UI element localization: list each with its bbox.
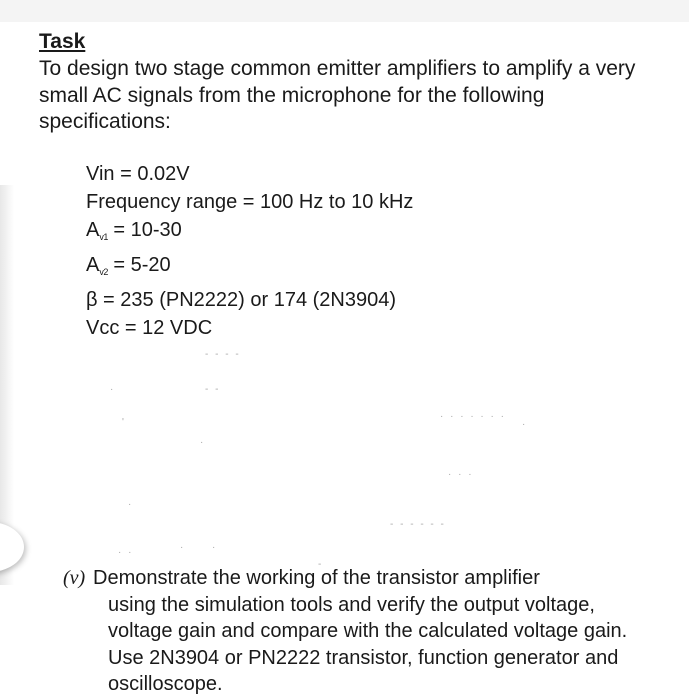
scan-artifact: · · · [448, 469, 474, 480]
av2-symbol: A [86, 254, 100, 276]
spec-vcc: Vcc = 12 VDC [86, 317, 213, 339]
scan-artifact: · [128, 499, 134, 510]
av1-symbol: A [86, 219, 100, 241]
scan-artifact: - - [205, 384, 221, 395]
scan-artifact: · [212, 542, 218, 553]
item-v-text: using the simulation tools and verify the output voltage, voltage gain and compare with the calculated voltage gain. Use 2N3904 or PN2222 transistor, function generator and oscilloscope. [108, 593, 628, 695]
av1-value: = 10-30 [107, 219, 182, 241]
spec-av2 [86, 251, 586, 286]
spec-beta: β = 235 (PN2222) or 174 (2N3904) [86, 289, 397, 311]
scan-artifact: · [110, 384, 116, 395]
specifications-list [86, 160, 586, 342]
item-v-first-line: Demonstrate the working of the transistor amplifier [93, 567, 540, 589]
scan-artifact: · · · · · · · [440, 411, 506, 422]
scan-artifact: - - - - - - [390, 519, 446, 530]
task-description: To design two stage common emitter amplifiers to amplify a very small AC signals from the microphone for the following specifications: [39, 57, 636, 133]
av2-value: = 5-20 [107, 254, 171, 276]
task-title: Task [39, 30, 86, 53]
scan-artifact: · [200, 437, 206, 448]
task-item-v [63, 565, 663, 698]
scan-artifact: · · [118, 547, 134, 558]
spec-frequency-range: Frequency range = 100 Hz to 10 kHz [86, 191, 414, 213]
item-marker-v: (v) [63, 567, 86, 589]
scan-artifact: · [522, 419, 528, 430]
scan-artifact: · [180, 542, 186, 553]
scan-artifact: - [318, 559, 324, 570]
av2-subscript: v2 [99, 267, 108, 277]
scan-artifact: ' [122, 417, 126, 428]
spec-av1 [86, 216, 586, 251]
spec-vin: Vin = 0.02V [86, 163, 190, 185]
scan-artifact: - - - - [205, 349, 241, 360]
page-corner-shadow [0, 522, 24, 572]
av1-subscript: v1 [99, 232, 108, 242]
top-band [0, 0, 689, 22]
